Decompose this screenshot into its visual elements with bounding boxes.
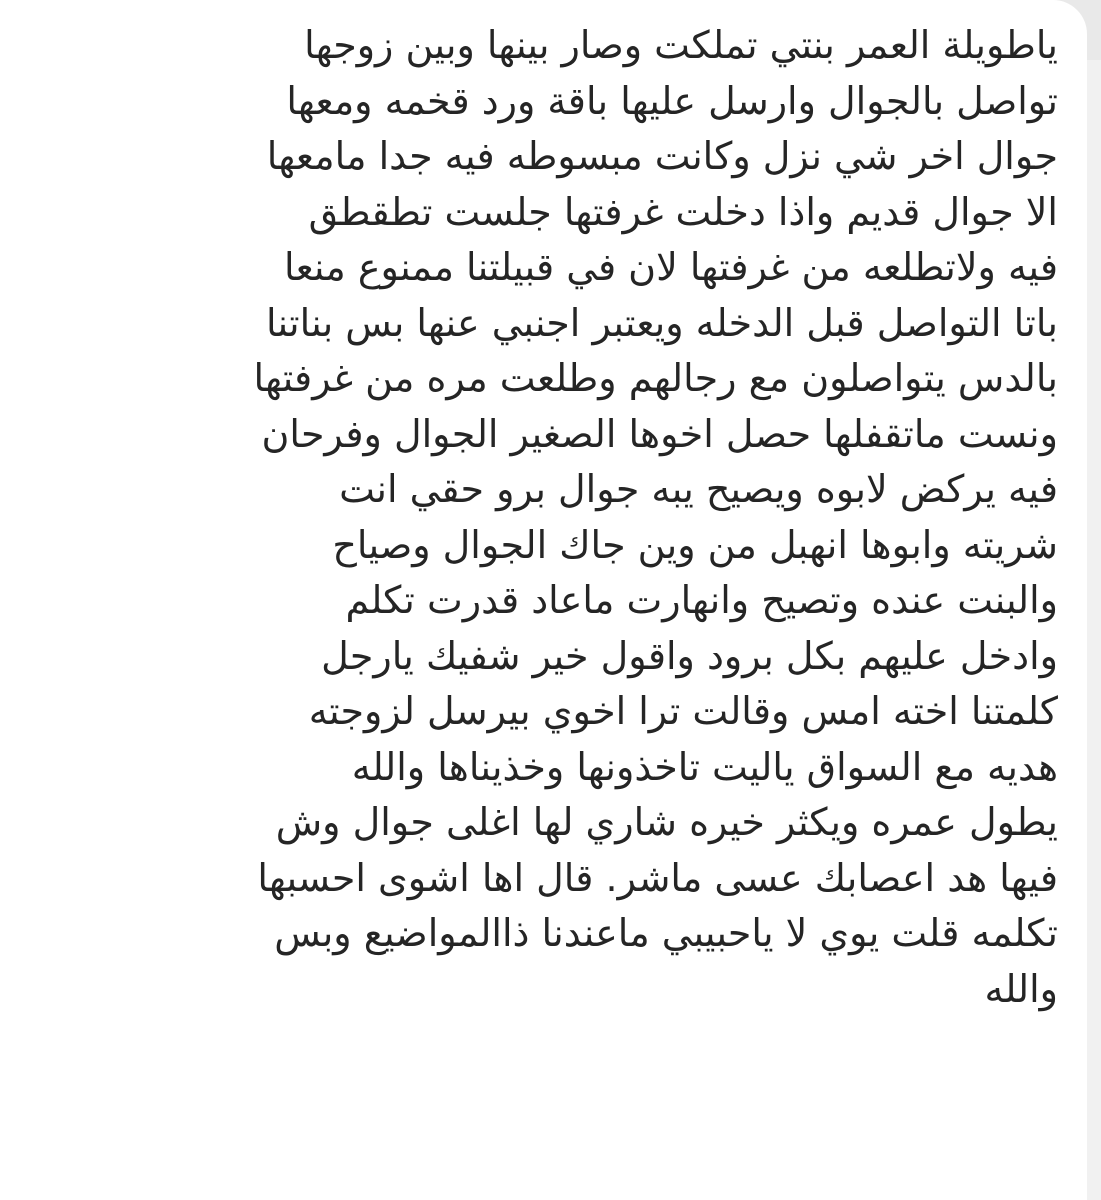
text-line-3: جوال اخر شي نزل وكانت مبسوطه فيه جدا مامعها	[266, 134, 1058, 178]
text-line-6: باتا التواصل قبل الدخله ويعتبر اجنبي عنها بس بناتنا	[265, 300, 1058, 345]
text-line-14: هديه مع السواق ياليت تاخذونها وخذيناها والله	[351, 744, 1058, 789]
text-line-1: ياطويلة العمر بنتي تملكت وصار بينها وبين زوجها	[304, 23, 1058, 67]
screen-edge	[1087, 0, 1101, 1200]
text-line-2: تواصل بالجوال وارسل عليها باقة ورد قخمه ومعها	[286, 78, 1058, 123]
text-line-7: بالدس يتواصلون مع رجالهم وطلعت مره من غرفتها	[253, 356, 1058, 400]
text-line-15: يطول عمره ويكثر خيره شاري لها اغلى جوال وش	[275, 800, 1058, 844]
text-line-4: الا جوال قديم واذا دخلت غرفتها جلست تطقطق	[308, 189, 1058, 234]
text-line-16: فيها هد اعصابك عسى ماشر. قال اها اشوى احسبها	[257, 855, 1058, 900]
text-line-18: والله	[984, 966, 1058, 1011]
text-line-8: ونست ماتقفلها حصل اخوها الصغير الجوال وفرحان	[261, 411, 1058, 456]
text-line-12: وادخل عليهم بكل برود واقول خير شفيك يارجل	[321, 633, 1058, 678]
text-line-10: شريته وابوها انهبل من وين جاك الجوال وصياح	[332, 522, 1058, 567]
text-line-17: تكلمه قلت يوي لا ياحبيبي ماعندنا ذاالمواضيع وبس	[274, 911, 1058, 955]
post-text	[44, 18, 1058, 1017]
text-line-9: فيه يركض لابوه ويصيح يبه جوال برو حقي انت	[339, 467, 1058, 511]
text-line-5: فيه ولاتطلعه من غرفتها لان في قبيلتنا ممنوع منعا	[284, 245, 1058, 289]
text-line-13: كلمتنا اخته امس وقالت ترا اخوي بيرسل لزوجته	[308, 689, 1058, 733]
text-line-11: والبنت عنده وتصيح وانهارت ماعاد قدرت تكلم	[345, 578, 1058, 622]
